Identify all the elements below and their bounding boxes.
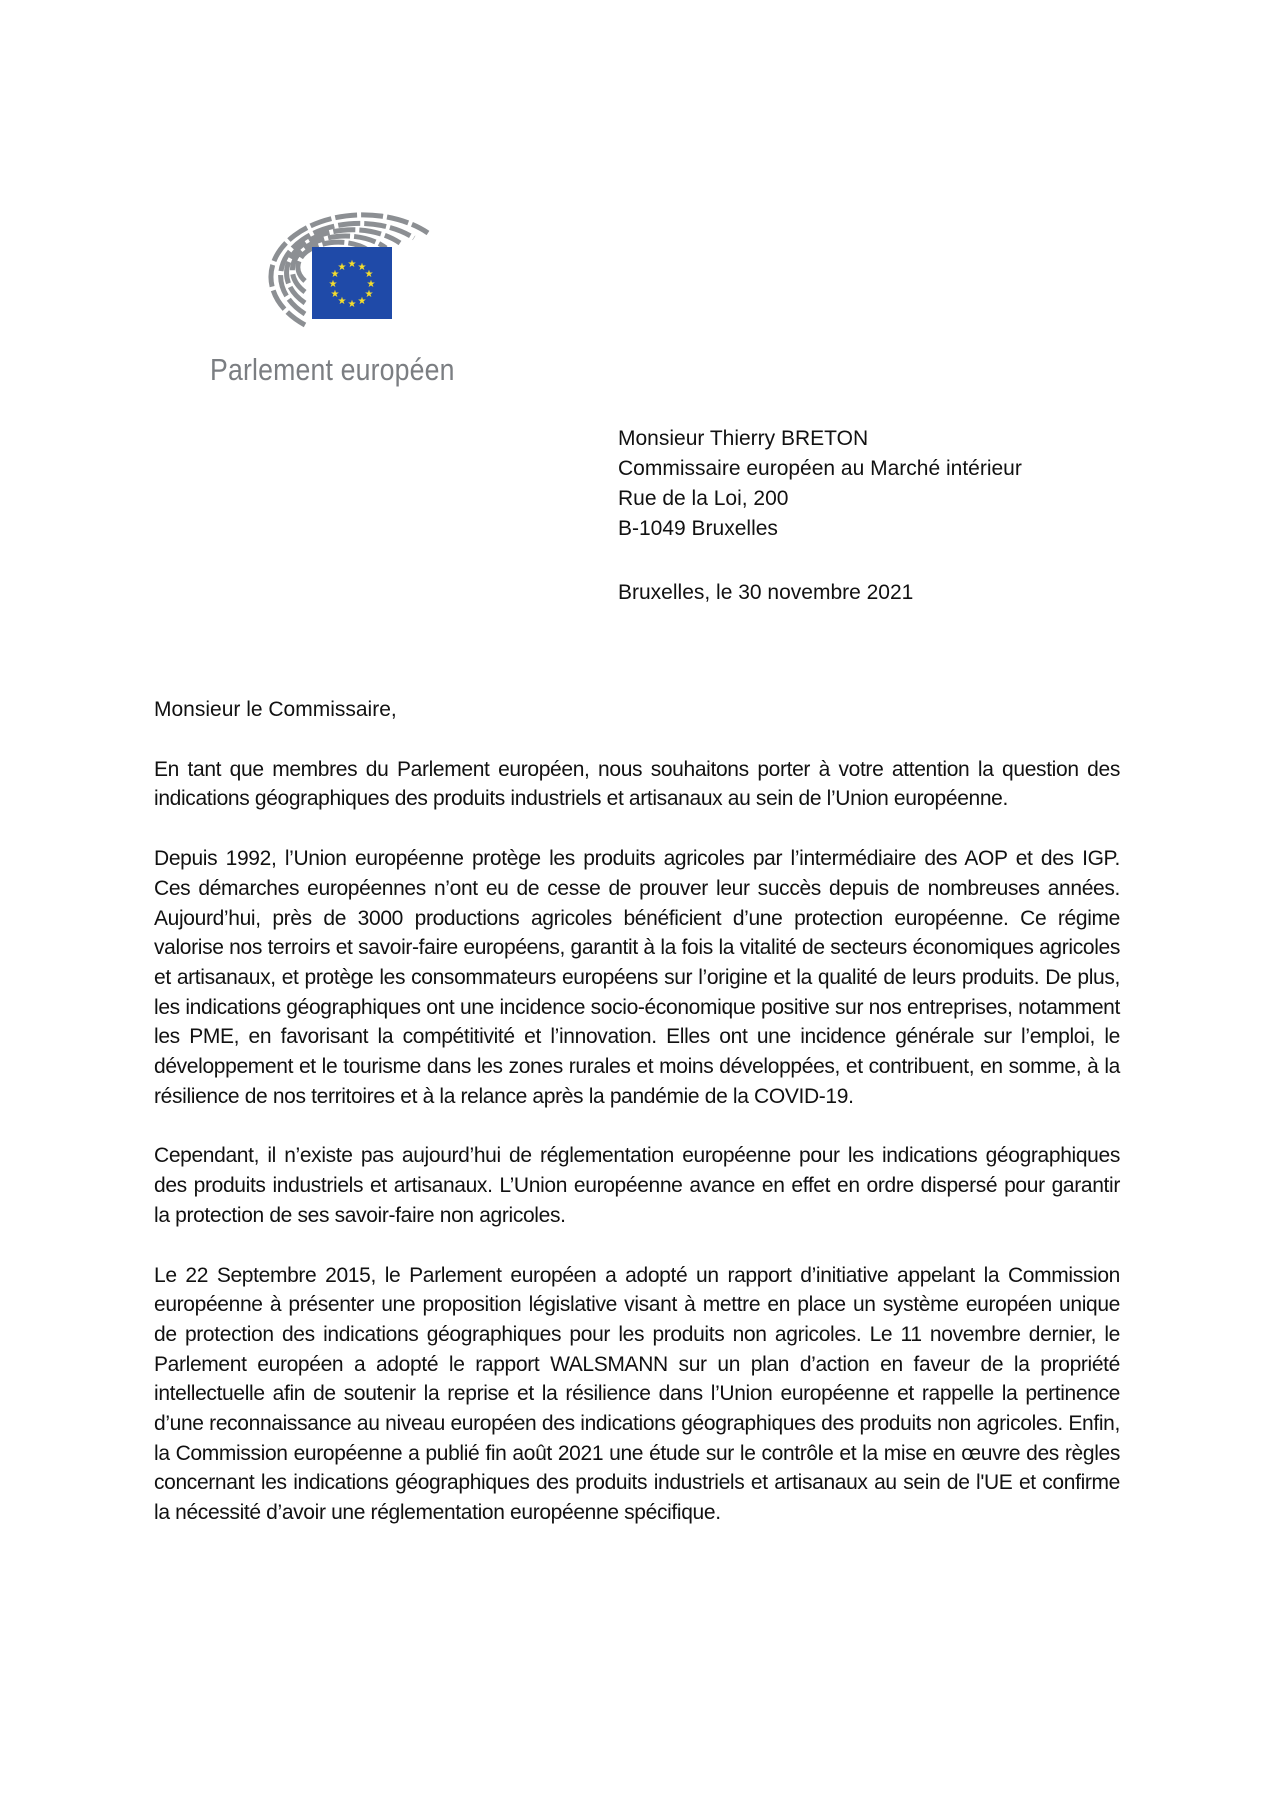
svg-text:★: ★ — [364, 269, 374, 280]
letterhead-logo — [200, 200, 470, 400]
svg-text:★: ★ — [347, 259, 357, 270]
paragraph-context: Depuis 1992, l’Union européenne protège les produits agricoles par l’intermédiaire des AOP et des IGP. Ces démarches européennes n’ont eu de cesse de prouver leur succès depuis de nombreuses années. Aujourd’hui, près de 3000 productions agricoles bénéficient d’une protection européenne. Ce régime valorise nos terroirs et savoir-faire européens, garantit à la fois la vitalité de secteurs économiques agricoles et artisanaux, et protège les consommateurs européens sur l’origine et la qualité de leurs produits. De plus, les indications géographiques ont une incidence socio-économique positive sur nos entreprises, notamment les PME, en favorisant la compétitivité et l’innovation. Elles ont une incidence générale sur l’emploi, le développement et le tourisme dans les zones rurales et moins développées, et contribuent, en somme, à la résilience de nos territoires et à la relance après la pandémie de la COVID-19. — [154, 847, 1120, 1108]
institution-name: Parlement européen — [210, 352, 455, 387]
date-line: Bruxelles, le 30 novembre 2021 — [618, 581, 914, 604]
svg-text:★: ★ — [366, 279, 376, 290]
paragraph-intro: En tant que membres du Parlement européen, nous souhaitons porter à votre attention la question des indications géographiques des produits industriels et artisanaux au sein de l’Union européenne. — [154, 757, 1120, 811]
european-parliament-logo-icon — [200, 200, 470, 350]
svg-text:★: ★ — [328, 279, 338, 290]
svg-text:★: ★ — [337, 296, 347, 307]
recipient-street: Rue de la Loi, 200 — [618, 487, 789, 510]
letter-body — [154, 695, 1120, 1558]
salutation: Monsieur le Commissaire, — [154, 698, 397, 721]
paragraph-history: Le 22 Septembre 2015, le Parlement européen a adopté un rapport d’initiative appelant la Commission européenne à présenter une proposition législative visant à mettre en place un système européen unique de protection des indications géographiques pour les produits non agricoles. Le 11 novembre dernier, le Parlement européen a adopté le rapport WALSMANN sur un plan d’action en faveur de la propriété intellectuelle afin de soutenir la reprise et la résilience dans l’Union européenne et rappelle la pertinence d’une reconnaissance au niveau européen des indications géographiques des produits non agricoles. Enfin, la Commission européenne a publié fin août 2021 une étude sur le contrôle et la mise en œuvre des règles concernant les indications géographiques des produits industriels et artisanaux au sein de l'UE et confirme la nécessité d’avoir une réglementation européenne spécifique. — [154, 1263, 1120, 1525]
svg-text:★: ★ — [357, 296, 367, 307]
svg-text:★: ★ — [330, 269, 340, 280]
svg-text:★: ★ — [330, 289, 340, 300]
recipient-city: B-1049 Bruxelles — [618, 517, 778, 540]
recipient-name: Monsieur Thierry BRETON — [618, 427, 869, 450]
paragraph-gap: Cependant, il n’existe pas aujourd’hui de réglementation européenne pour les indications géographiques des produits industriels et artisanaux. L’Union européenne avance en effet en ordre dispersé pour garantir la protection de ses savoir-faire non agricoles. — [154, 1144, 1120, 1227]
svg-text:★: ★ — [347, 299, 357, 310]
recipient-title: Commissaire européen au Marché intérieur — [618, 457, 1022, 480]
svg-text:★: ★ — [357, 262, 367, 273]
svg-text:★: ★ — [337, 262, 347, 273]
recipient-address-block — [618, 424, 1022, 544]
svg-text:★: ★ — [364, 289, 374, 300]
